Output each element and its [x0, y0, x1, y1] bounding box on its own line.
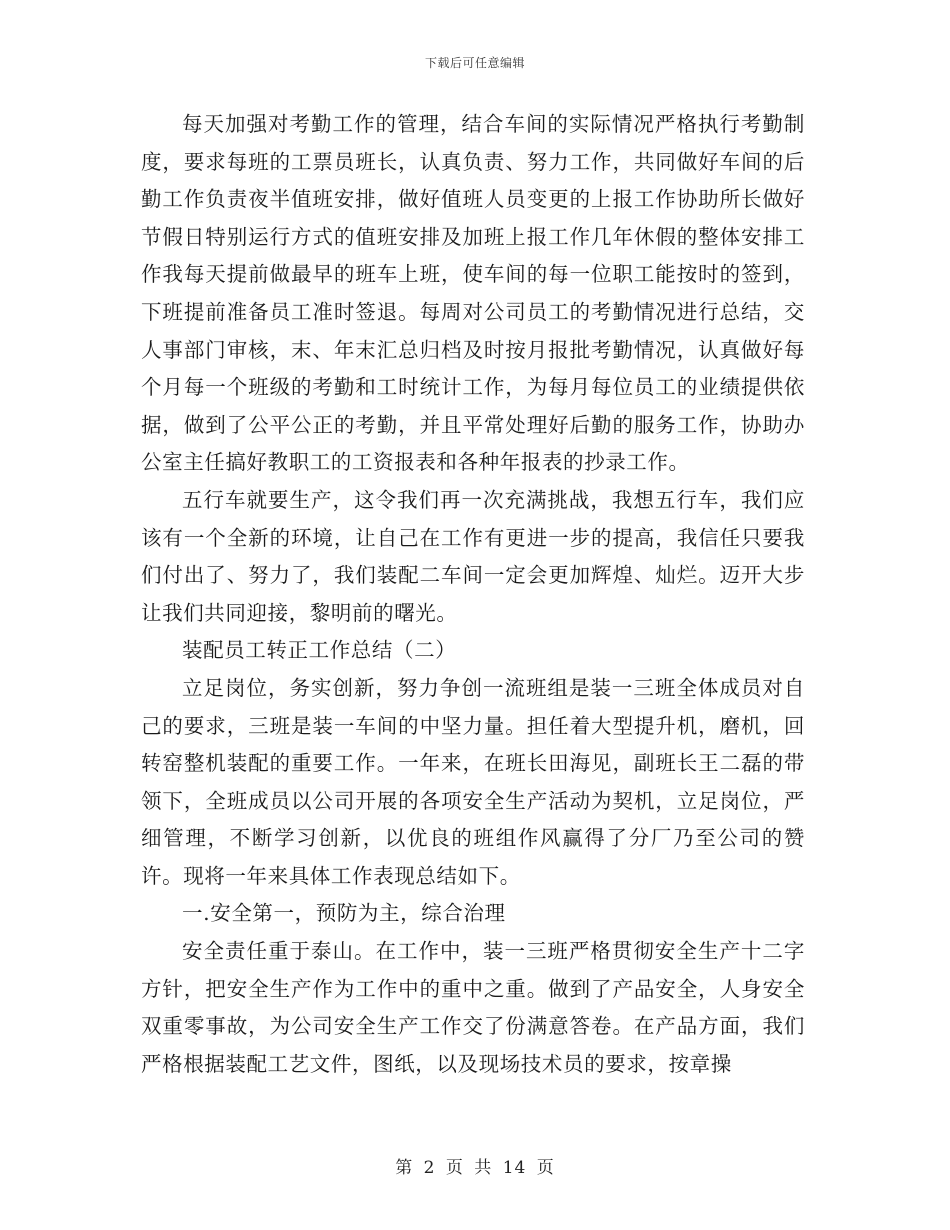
page-footer: 第 2 页 共 14 页: [395, 1158, 555, 1178]
page-header: 下载后可任意编辑: [424, 56, 525, 70]
document-body: [141, 106, 805, 1083]
paragraph-team-intro: 立足岗位，务实创新，努力争创一流班组是装一三班全体成员对自己的要求，三班是装一车间的中坚力量。担任着大型提升机，磨机，回转窑整机装配的重要工作。一年来，在班长田海见，副班长王二磊的带领下，全班成员以公司开展的各项安全生产活动为契机，立足岗位，严细管理，不断学习创新，以优良的班组作风赢得了分厂乃至公司的赞许。现将一年来具体工作表现总结如下。: [141, 675, 805, 888]
subsection-heading: 一.安全第一，预防为主，综合治理: [182, 901, 506, 926]
paragraph-five-line-production: 五行车就要生产，这令我们再一次充满挑战，我想五行车，我们应该有一个全新的环境，让自己在工作有更进一步的提高，我信任只要我们付出了、努力了，我们装配二车间一定会更加辉煌、灿烂。迈开大步让我们共同迎接，黎明前的曙光。: [141, 487, 805, 625]
section-title: 装配员工转正工作总结（二）: [182, 638, 457, 663]
paragraph-attendance-management: 每天加强对考勤工作的管理，结合车间的实际情况严格执行考勤制度，要求每班的工票员班长，认真负责、努力工作，共同做好车间的后勤工作负责夜半值班安排，做好值班人员变更的上报工作协助所长做好节假日特别运行方式的值班安排及加班上报工作几年休假的整体安排工作我每天提前做最早的班车上班，使车间的每一位职工能按时的签到，下班提前准备员工准时签退。每周对公司员工的考勤情况进行总结，交人事部门审核，末、年末汇总归档及时按月报批考勤情况，认真做好每个月每一个班级的考勤和工时统计工作，为每月每位员工的业绩提供依据，做到了公平公正的考勤，并且平常处理好后勤的服务工作，协助办公室主任搞好教职工的工资报表和各种年报表的抄录工作。: [141, 112, 805, 475]
paragraph-safety: 安全责任重于泰山。在工作中，装一三班严格贯彻安全生产十二字方针，把安全生产作为工作中的重中之重。做到了产品安全，人身安全双重零事故，为公司安全生产工作交了份满意答卷。在产品方面，我们严格根据装配工艺文件，图纸，以及现场技术员的要求，按章操: [141, 939, 805, 1076]
